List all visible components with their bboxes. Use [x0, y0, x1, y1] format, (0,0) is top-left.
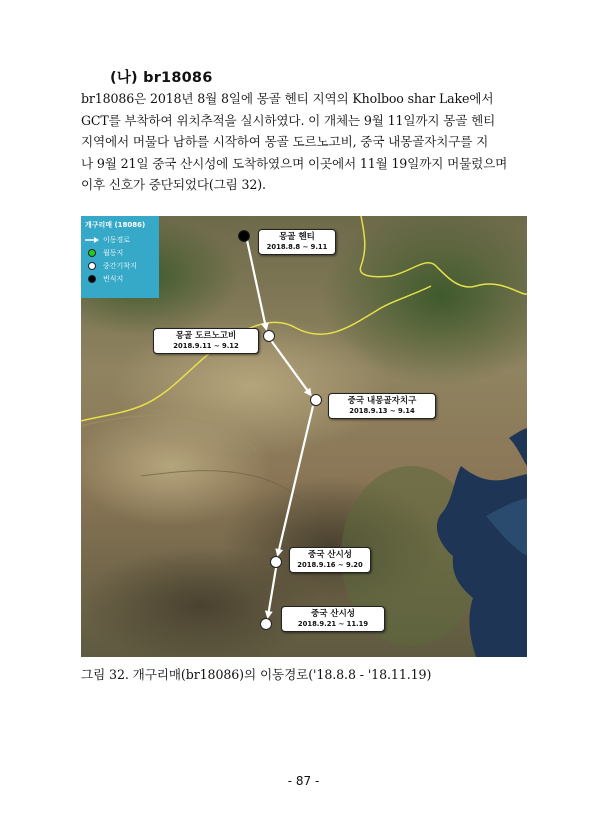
stopover-marker: [264, 331, 275, 342]
stop-label-shanxi-2: [281, 606, 385, 632]
black-dot-icon: [88, 275, 96, 283]
stopover-marker: [311, 395, 322, 406]
stop-name: 중국 산시성: [310, 609, 355, 619]
stop-dates: 2018.9.11 ~ 9.12: [173, 342, 239, 350]
legend-item: [85, 246, 155, 259]
page-number: - 87 -: [287, 774, 320, 788]
paragraph-line: GCT를 부착하여 위치추적을 실시하였다. 이 개체는 9월 11일까지 몽골 헨티: [81, 112, 496, 128]
legend-label: 번식지: [103, 274, 124, 283]
legend-label: 중간기착지: [103, 261, 137, 270]
stopover-marker: [271, 557, 282, 568]
white-dot-icon: [88, 262, 96, 270]
stop-name: 몽골 도르노고비: [175, 331, 237, 341]
paragraph-line: 지역에서 머물다 남하를 시작하여 몽골 도르노고비, 중국 내몽골자치구를 지: [81, 134, 489, 150]
section-heading: (나) br18086: [110, 70, 213, 86]
paragraph-line: 나 9월 21일 중국 산시성에 도착하였으며 이곳에서 11월 19일까지 머물렀으며: [81, 155, 508, 171]
stop-label-shanxi-1: [289, 547, 371, 573]
stop-name: 중국 내몽골자치구: [347, 396, 417, 406]
legend-title: 개구리매 (18086): [85, 221, 146, 229]
legend-label: 월동지: [103, 248, 124, 257]
stop-name: 몽골 헨티: [279, 232, 315, 242]
stop-dates: 2018.9.16 ~ 9.20: [297, 561, 363, 569]
paragraph-line: 이후 신호가 중단되었다(그림 32).: [81, 177, 266, 193]
stop-label-inner-mongolia: [328, 393, 436, 419]
map-legend: [81, 216, 159, 298]
stopover-marker: [261, 619, 272, 630]
stop-dates: 2018.9.21 ~ 11.19: [297, 620, 369, 628]
figure-caption: 그림 32. 개구리매(br18086)의 이동경로('18.8.8 - '18.11.19): [81, 667, 432, 682]
breeding-site-marker: [239, 231, 250, 242]
legend-item: [85, 233, 155, 246]
green-dot-icon: [88, 249, 96, 257]
paragraph-line: br18086은 2018년 8월 8일에 몽골 헨티 지역의 Kholboo shar Lake에서: [81, 91, 494, 106]
stop-dates: 2018.9.13 ~ 9.14: [349, 407, 415, 415]
stop-label-breeding: [258, 229, 336, 255]
legend-item: [85, 259, 155, 272]
stop-dates: 2018.8.8 ~ 9.11: [266, 243, 328, 251]
stop-label-dornogovi: [153, 328, 259, 354]
legend-label: 이동경로: [103, 235, 131, 244]
arrow-icon: [85, 236, 99, 244]
stop-name: 중국 산시성: [307, 550, 352, 560]
legend-item: [85, 272, 155, 285]
body-paragraph: [81, 88, 527, 196]
